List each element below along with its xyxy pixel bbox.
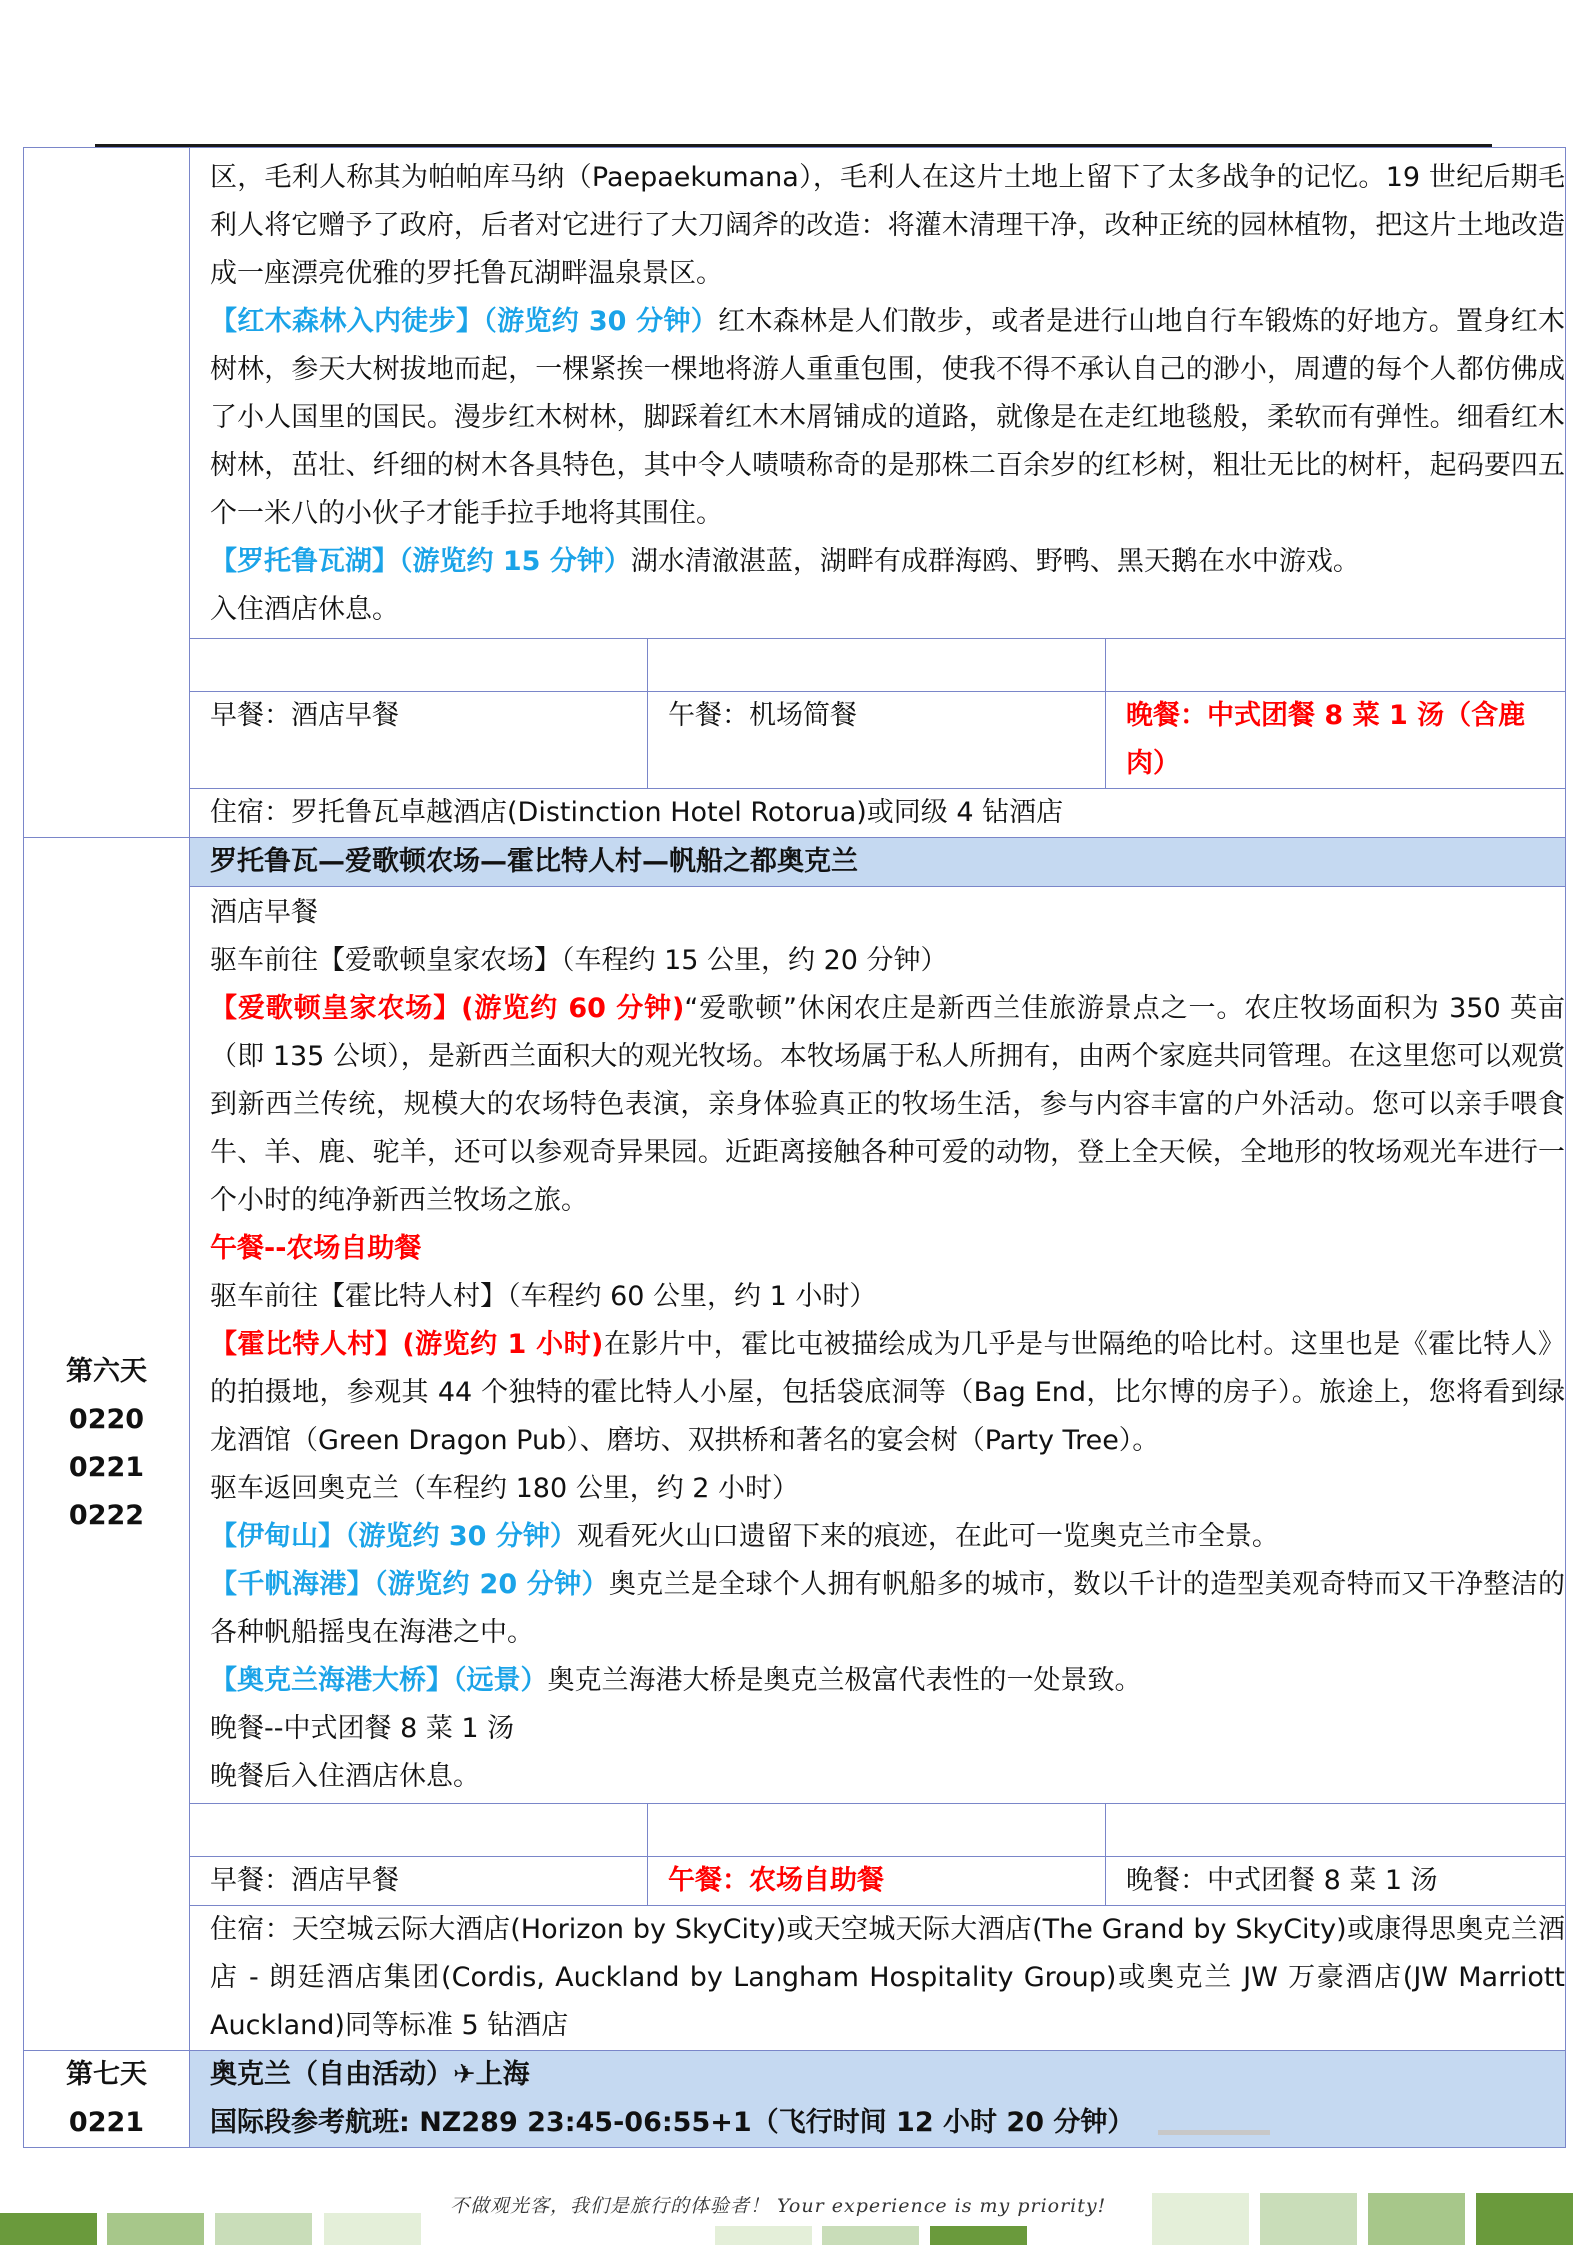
body-text: 晚餐后入住酒店休息。 [210,1761,480,1792]
footer-block [715,2226,812,2245]
day7-day-cell [24,2051,190,2148]
paragraph [210,1657,1565,1705]
paragraph [210,937,1565,985]
body-text: 入住酒店休息。 [210,594,399,625]
footer-block [930,2226,1027,2245]
day6-dinner: 晚餐：中式团餐 8 菜 1 汤 [1106,1857,1566,1906]
footer-block [107,2213,204,2245]
day5-hotel-row [24,789,1566,838]
day6-meals-row [24,1857,1566,1906]
footer-block [1476,2193,1573,2245]
day5-description [190,148,1566,639]
day7-title-cell [190,2051,1566,2148]
body-text: “爱歌顿”休闲农庄是新西兰佳旅游景点之一。农庄牧场面积为 350 英亩（即 135 公顷），是新西兰面积大的观光牧场。本牧场属于私人所拥有，由两个家庭共同管理。在这里您可以观赏到新西兰传统，规模大的农场特色表演，亲身体验真正的牧场生活，参与内容丰富的户外活动。您可以亲手喂食牛、羊、鹿、驼羊，还可以参观奇异果园。近距离接触各种可爱的动物，登上全天候，全地形的牧场观光车进行一个小时的纯净新西兰牧场之旅。 [210,993,1566,1216]
footer-slogan: 不做观光客，我们是旅行的体验者！ Your experience is my priority! [450,2195,1107,2217]
paragraph [210,1561,1565,1657]
day5-hotel: 住宿：罗托鲁瓦卓越酒店(Distinction Hotel Rotorua)或同级 4 钻酒店 [190,789,1566,838]
paragraph [210,1513,1565,1561]
day6-day-cell [24,838,190,2051]
footer-block [1152,2193,1249,2245]
day5-meals-row [24,692,1566,789]
paragraph [210,1705,1565,1753]
day6-date: 0221 [68,1452,145,1483]
paragraph [210,298,1565,538]
day6-breakfast: 早餐：酒店早餐 [190,1857,648,1906]
highlight-text: 【罗托鲁瓦湖】（游览约 15 分钟） [210,546,631,577]
highlight-text: 【霍比特人村】(游览约 1 小时) [210,1329,604,1360]
day6-date: 0222 [68,1500,145,1531]
day6-label: 第六天 [66,1356,147,1387]
paragraph [210,1225,1565,1273]
day5-lunch: 午餐：机场简餐 [648,692,1106,789]
day5-dinner: 晚餐：中式团餐 8 菜 1 汤（含鹿肉） [1106,692,1566,789]
day7-title: 奥克兰（自由活动）✈上海 [210,2059,530,2090]
paragraph [210,586,1565,634]
day6-hotel-row [24,1906,1566,2051]
paragraph [210,1465,1565,1513]
footer-block [324,2213,421,2245]
body-text: 酒店早餐 [210,897,318,928]
footer-block [0,2213,97,2245]
body-text: 驱车前往【爱歌顿皇家农场】（车程约 15 公里，约 20 分钟） [210,945,948,976]
paragraph [210,1321,1565,1465]
highlight-text: 【爱歌顿皇家农场】(游览约 60 分钟) [210,993,685,1024]
body-text: 奥克兰是全球个人拥有帆船多的城市，数以千计的造型美观奇特而又干净整洁的各种帆船摇曳在海港之中。 [210,1569,1566,1648]
paragraph [210,1273,1565,1321]
day7-flight: 国际段参考航班: NZ289 23:45-06:55+1（飞行时间 12 小时 20 分钟） [210,2107,1135,2138]
body-text: 奥克兰海港大桥是奥克兰极富代表性的一处景致。 [547,1665,1142,1696]
body-text: 晚餐--中式团餐 8 菜 1 汤 [210,1713,515,1744]
highlight-text: 【红木森林入内徒步】（游览约 30 分钟） [210,306,719,337]
day6-title: 罗托鲁瓦—爱歌顿农场—霍比特人村—帆船之都奥克兰 [190,838,1566,887]
day6-hotel: 住宿：天空城云际大酒店(Horizon by SkyCity)或天空城天际大酒店(The Grand by SkyCity)或康得思奥克兰酒店 - 朗廷酒店集团(Cordis, Auckland by Langham Hospitality Group)或奥克兰 JW 万豪酒店(JW Marriott Auckland)同等标准 5 钻酒店 [190,1906,1566,2051]
paragraph [210,985,1565,1225]
body-text: 区，毛利人称其为帕帕库马纳（Paepaekumana），毛利人在这片土地上留下了太多战争的记忆。19 世纪后期毛利人将它赠予了政府，后者对它进行了大刀阔斧的改造：将灌木清理干净，改种正统的园林植物，把这片土地改造成一座漂亮优雅的罗托鲁瓦湖畔温泉景区。 [210,162,1566,289]
day6-lunch: 午餐：农场自助餐 [648,1857,1106,1906]
day6-body-row [24,887,1566,1804]
footer-block [1260,2193,1357,2245]
paragraph [210,889,1565,937]
paragraph [210,154,1565,298]
footer-block [822,2226,919,2245]
highlight-text: 【奥克兰海港大桥】（远景） [210,1665,548,1696]
day7-row [24,2051,1566,2148]
page-indicator [1158,2130,1270,2135]
paragraph [210,1753,1565,1801]
body-text: 在影片中，霍比屯被描绘成为几乎是与世隔绝的哈比村。这里也是《霍比特人》的拍摄地，参观其 44 个独特的霍比特人小屋，包括袋底洞等（Bag End，比尔博的房子）。旅途上，您将看到绿龙酒馆（Green Dragon Pub）、磨坊、双拱桥和著名的宴会树（Party Tree）。 [210,1329,1566,1456]
highlight-text: 午餐--农场自助餐 [210,1233,422,1264]
day7-date: 0221 [68,2107,145,2138]
body-text: 湖水清澈湛蓝，湖畔有成群海鸥、野鸭、黑天鹅在水中游戏。 [630,546,1360,577]
highlight-text: 【伊甸山】（游览约 30 分钟） [210,1521,577,1552]
itinerary-table [23,147,1566,2148]
day6-description [190,887,1566,1804]
day6-empty-row [24,1804,1566,1857]
day5-empty-row [24,639,1566,692]
footer-block [1368,2193,1465,2245]
footer-block [215,2213,312,2245]
day5-day-cell [24,148,190,838]
day7-label: 第七天 [66,2059,147,2090]
body-text: 红木森林是人们散步，或者是进行山地自行车锻炼的好地方。置身红木树林，参天大树拔地而起，一棵紧挨一棵地将游人重重包围，使我不得不承认自己的渺小，周遭的每个人都仿佛成了小人国里的国民。漫步红木树林，脚踩着红木木屑铺成的道路，就像是在走红地毯般，柔软而有弹性。细看红木树林，茁壮、纤细的树木各具特色，其中令人啧啧称奇的是那株二百余岁的红杉树，粗壮无比的树杆，起码要四五个一米八的小伙子才能手拉手地将其围住。 [210,306,1566,529]
day6-date: 0220 [68,1404,145,1435]
day6-title-row [24,838,1566,887]
day5-breakfast: 早餐：酒店早餐 [190,692,648,789]
body-text: 观看死火山口遗留下来的痕迹，在此可一览奥克兰市全景。 [576,1521,1279,1552]
body-text: 驱车前往【霍比特人村】（车程约 60 公里，约 1 小时） [210,1281,877,1312]
paragraph [210,538,1565,586]
body-text: 驱车返回奥克兰（车程约 180 公里，约 2 小时） [210,1473,800,1504]
highlight-text: 【千帆海港】（游览约 20 分钟） [210,1569,609,1600]
day5-body-row [24,148,1566,639]
